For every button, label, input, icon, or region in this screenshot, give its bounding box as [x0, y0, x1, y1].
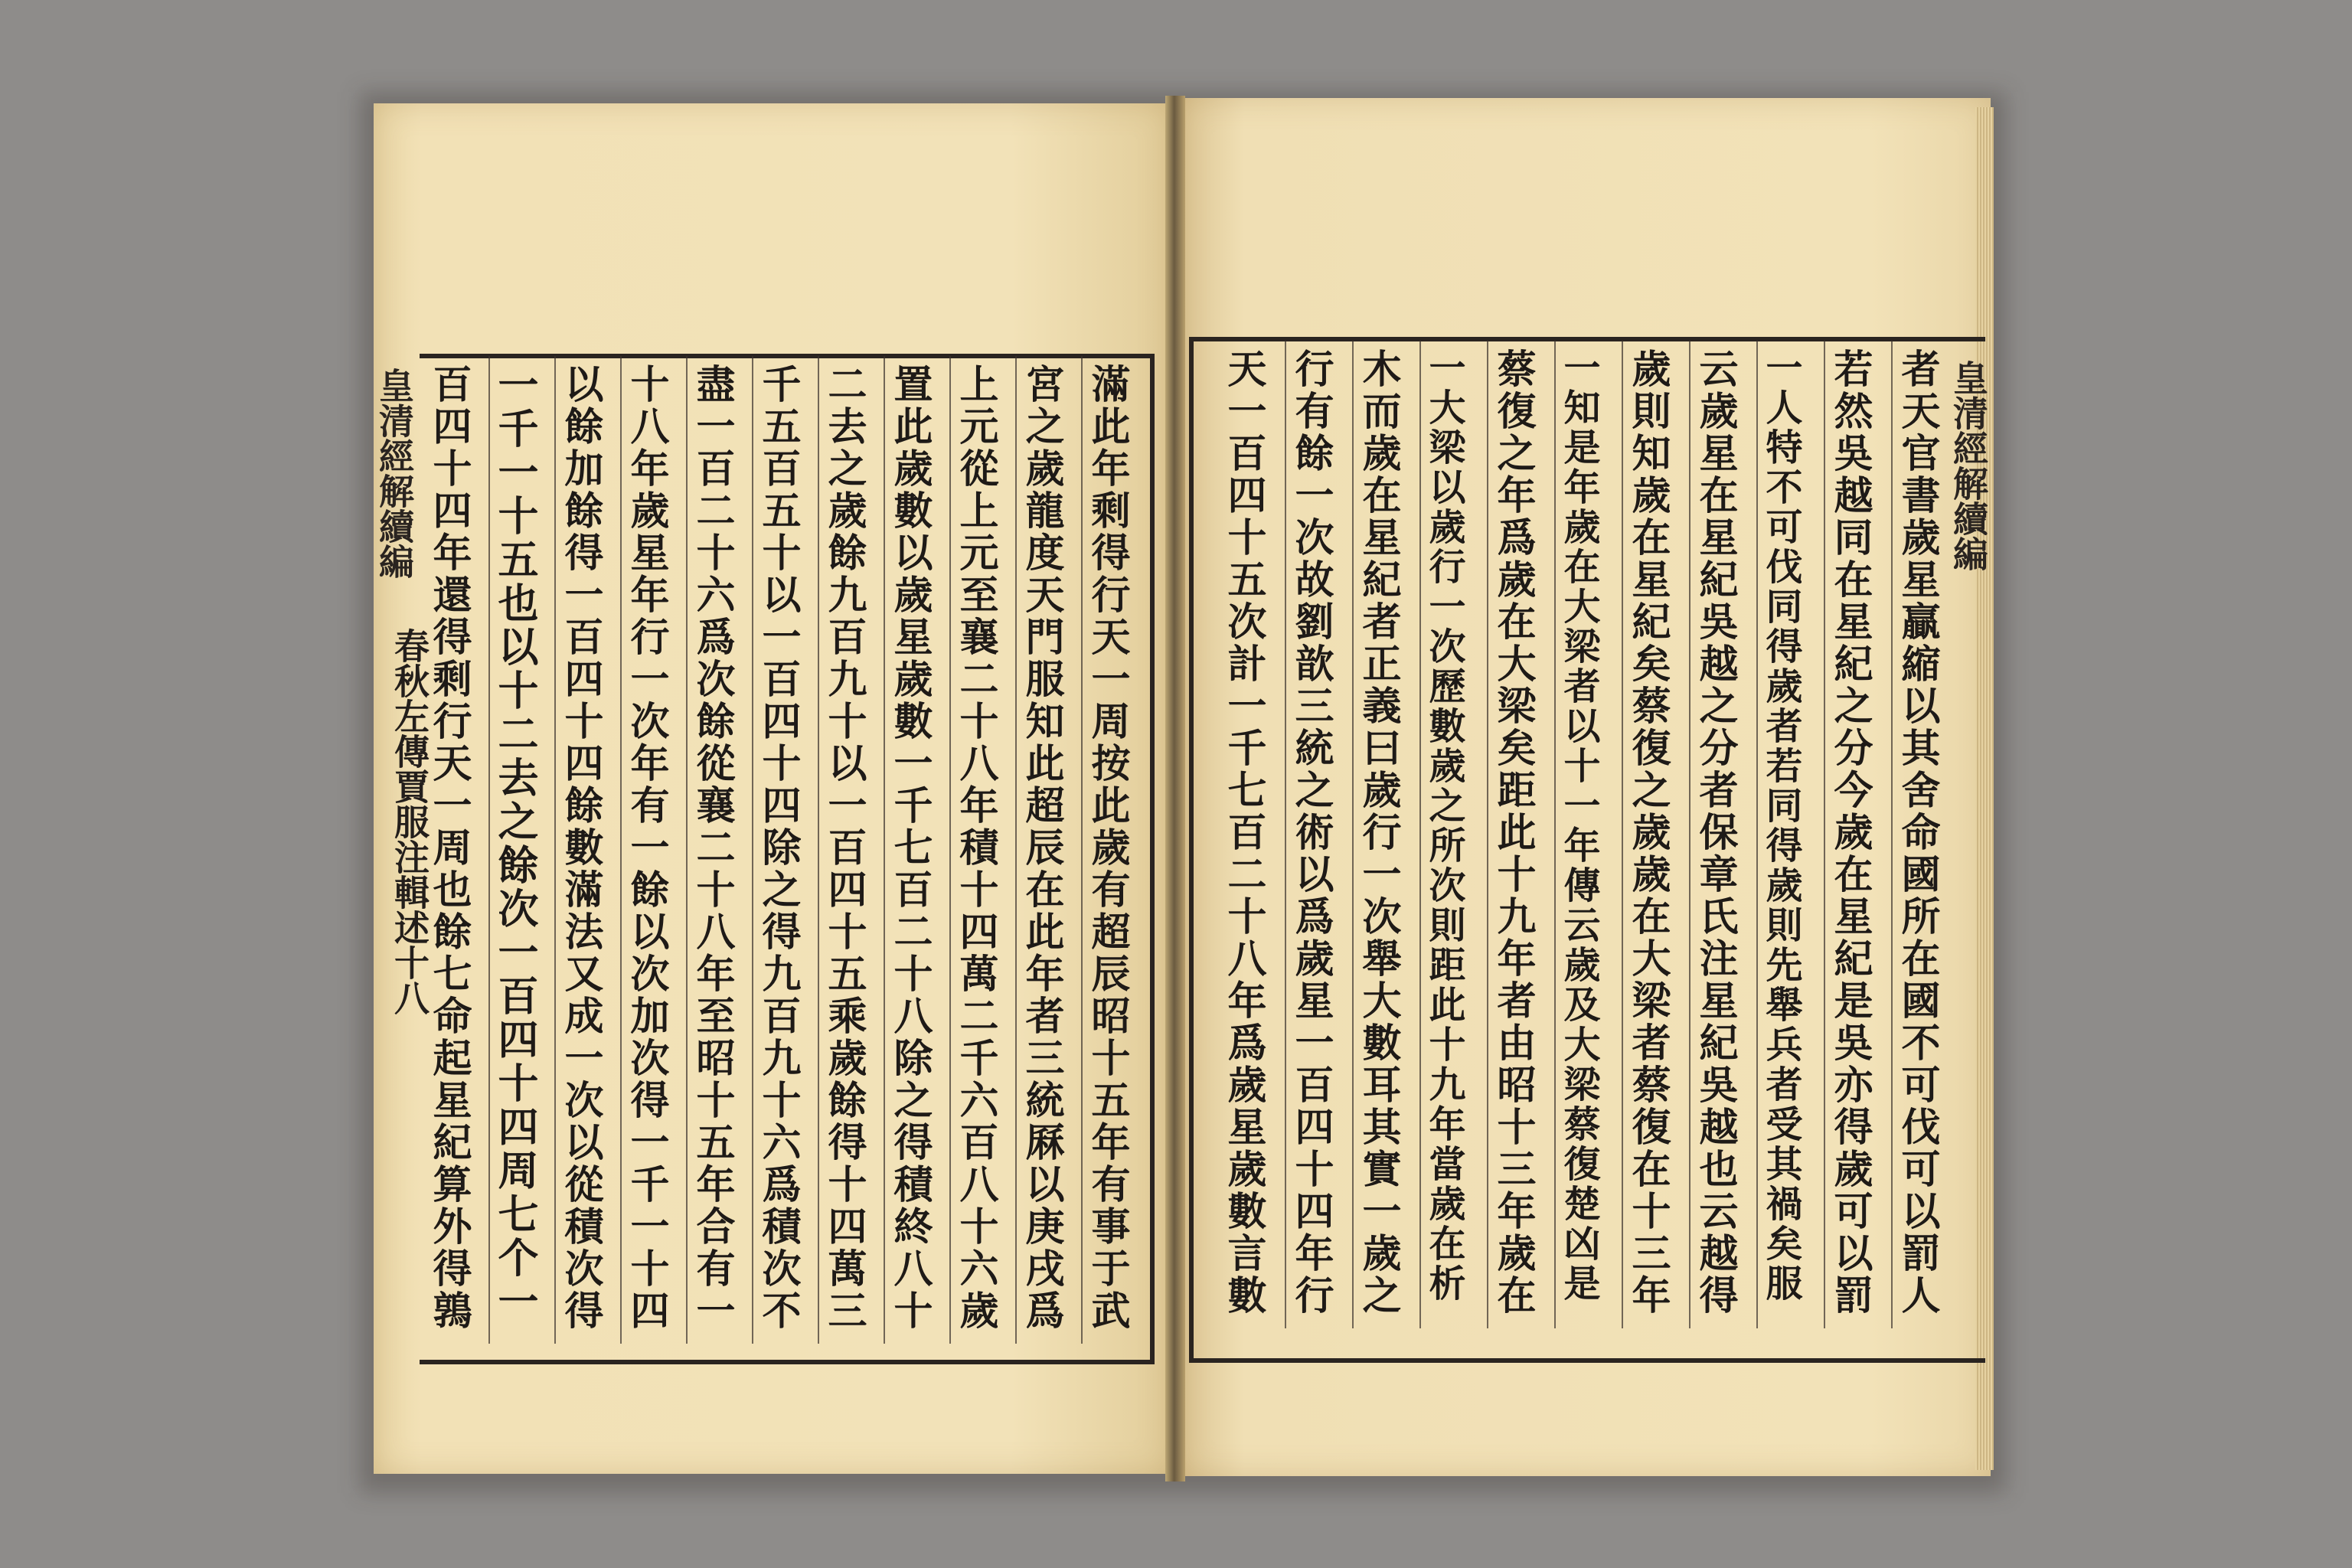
left-column-4: 置此歲數以歲星歲數一千七百二十八除之得積終八十 [887, 364, 933, 1332]
left-column-5: 二去之歲餘九百九十以一百四十五乘歲餘得十四萬三 [821, 364, 867, 1332]
left-section-label: 春秋左傳賈服注輯述十八 [389, 628, 430, 1015]
right-column-rule [1285, 341, 1286, 1328]
left-column-rule [884, 356, 885, 1344]
left-column-rule [818, 356, 819, 1344]
left-column-2: 宮之歲龍度天門服知此超辰在此年者三統厤以庚戌爲 [1018, 364, 1064, 1332]
right-column-11: 天一百四十五次計一千七百二十八年爲歲星歲數言數 [1220, 348, 1266, 1317]
left-column-rule [554, 356, 556, 1344]
right-column-rule [1554, 341, 1556, 1328]
left-column-rule [1015, 356, 1017, 1344]
right-column-rule [1824, 341, 1825, 1328]
left-column-10: 一千一十五也以十二去之餘次一百四十四周七个一 [492, 364, 539, 1324]
left-column-rule [1081, 356, 1083, 1344]
book-gutter [1165, 96, 1185, 1481]
left-column-rule [620, 356, 622, 1344]
right-column-6: 一知是年歲在大梁者以十一年傳云歲及大梁蔡復楚凶是 [1557, 348, 1600, 1304]
right-column-rule [1352, 341, 1354, 1328]
left-column-8: 十八年歲星年行一次年有一餘以次加次得一千一十四 [623, 364, 669, 1332]
left-column-rule [686, 356, 688, 1344]
right-column-rule [1689, 341, 1690, 1328]
right-column-rule [1487, 341, 1488, 1328]
left-column-6: 千五百五十以一百四十四除之得九百九十六爲積次不 [755, 364, 801, 1332]
right-column-rule [1891, 341, 1893, 1328]
right-column-5: 歲則知歲在星紀矣蔡復之歲歲在大梁者蔡復在十三年 [1625, 348, 1671, 1317]
left-column-1: 滿此年剩得行天一周按此歲有超辰昭十五年有事于武 [1084, 364, 1130, 1332]
right-column-3: 一人特不可伐同得歲者若同得歲則先舉兵者受其禍矣服 [1759, 348, 1802, 1304]
right-margin-label: 皇清經解續編 [1948, 360, 1989, 571]
right-column-8: 一大梁以歲行一次歷數歲之所次則距此十九年當歲在析 [1423, 348, 1465, 1304]
right-column-7: 蔡復之年爲歲在大梁矣距此十九年者由昭十三年歲在 [1490, 348, 1536, 1317]
left-column-9: 以餘加餘得一百四十四餘數滿法又成一次以從積次得 [557, 364, 603, 1332]
left-column-rule [752, 356, 753, 1344]
left-column-rule [949, 356, 951, 1344]
right-column-9: 木而歲在星紀者正義曰歲行一次舉大數耳其實一歲之 [1355, 348, 1401, 1317]
right-column-1: 者天官書歲星贏縮以其舍命國所在國不可伐可以罰人 [1894, 348, 1940, 1317]
right-column-2: 若然吳越同在星紀之分今歲在星紀是吳亦得歲可以罰 [1827, 348, 1873, 1317]
left-column-11: 百四十四年還得剩行天一周也餘七命起星紀算外得鶉 [426, 364, 472, 1332]
right-column-4: 云歲星在星紀吳越之分者保章氏注星紀吳越也云越得 [1692, 348, 1738, 1317]
right-column-10: 行有餘一次故劉歆三統之術以爲歲星一百四十四年行 [1288, 348, 1334, 1317]
right-column-rule [1756, 341, 1758, 1328]
right-column-rule [1622, 341, 1623, 1328]
right-column-rule [1419, 341, 1421, 1328]
left-column-rule [488, 356, 490, 1344]
left-column-7: 盡一百二十六爲次餘從襄二十八年至昭十五年合有一 [689, 364, 735, 1332]
left-column-3: 上元從上元至襄二十八年積十四萬二千六百八十六歲 [952, 364, 998, 1332]
left-margin-label: 皇清經解續編 [374, 368, 415, 579]
